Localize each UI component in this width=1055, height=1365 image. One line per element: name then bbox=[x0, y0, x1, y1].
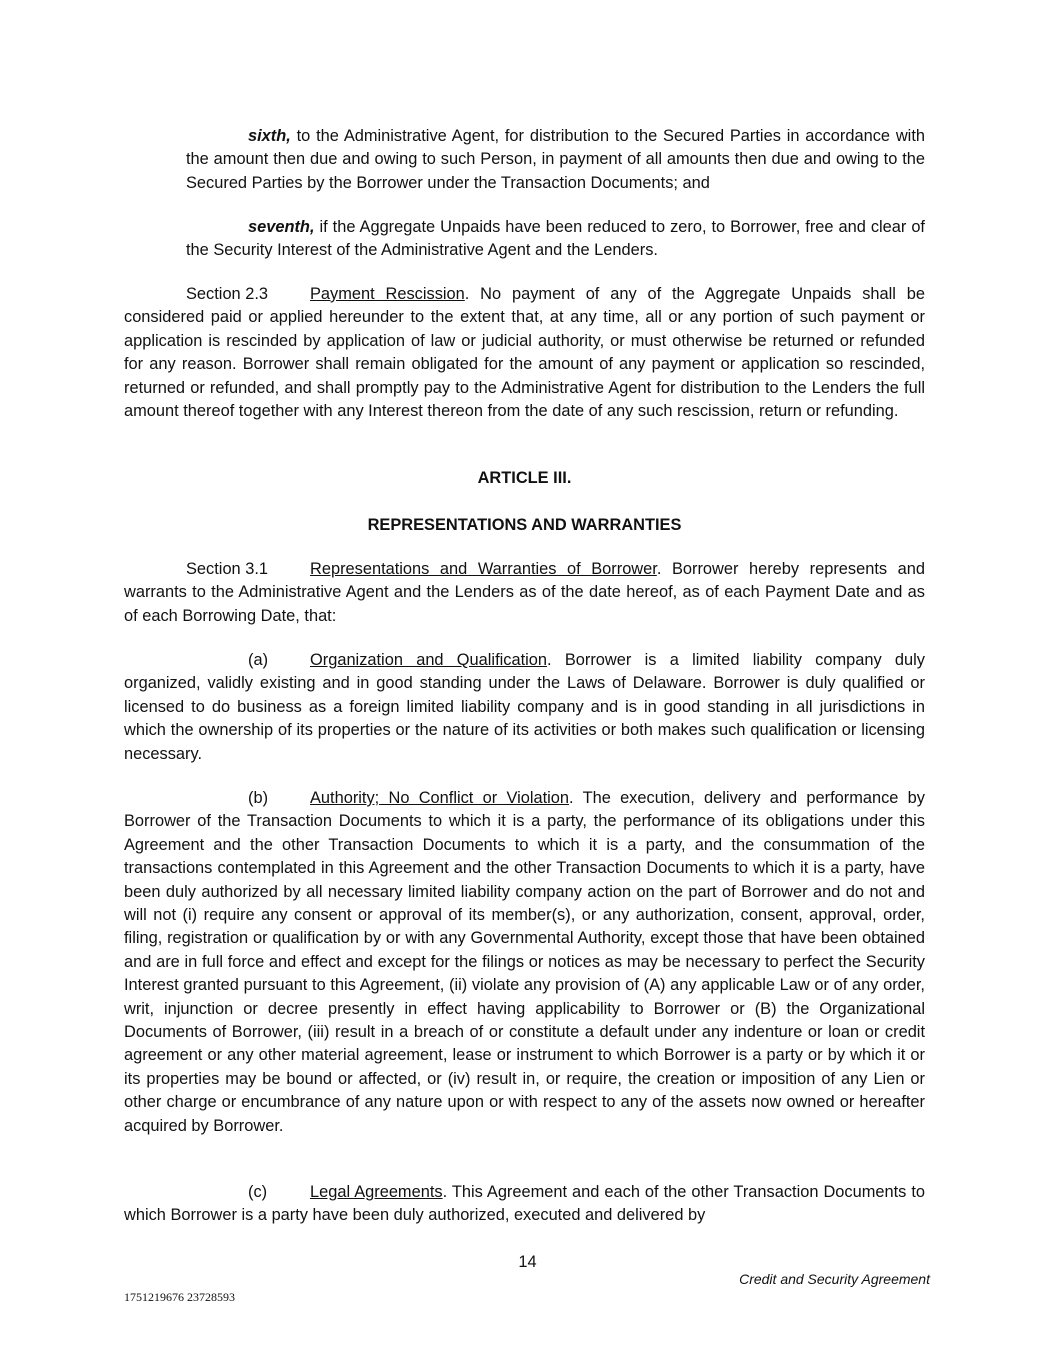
page-number: 14 bbox=[518, 1253, 537, 1271]
section-2-3-title: Payment Rescission bbox=[310, 285, 465, 303]
item-a-label: (a) bbox=[248, 651, 269, 669]
section-3-1-title: Representations and Warranties of Borrower bbox=[310, 560, 657, 578]
item-c-title: Legal Agreements bbox=[310, 1183, 443, 1201]
section-2-3-text: . No payment of any of the Aggregate Unpaids shall be considered paid or applied hereunder to the extent that, at any time, all or any portion of such payment or application is rescinded by application of law or judicial authority, or must otherwise be returned or refunded for any reason. Borrower shall remain obligated for the amount of any payment or application so rescinded, returned or refunded, and shall promptly pay to the Administrative Agent for distribution to the Lenders the full amount thereof together with any Interest thereon from the date of any such rescission, return or refunding. bbox=[124, 285, 925, 421]
item-b-text: . The execution, delivery and performance by Borrower of the Transaction Documents to which it is a party, the performance of its obligations under this Agreement and the other Transaction Documents to which it is a party, and the consummation of the transactions contemplated in this Agreement and the other Transaction Documents to which it is a party, have been duly authorized by all necessary limited liability company action on the part of Borrower and do not and will not (i) require any consent or approval of its member(s), or any authorization, consent, approval, order, filing, registration or qualification by or with any Governmental Authority, except those that have been obtained and are in full force and effect and except for the filings or notices as may be necessary to perfect the Security Interest granted pursuant to this Agreement, (ii) violate any provision of (A) any applicable Law or of any order, writ, injunction or decree presently in effect having applicability to Borrower or (B) the Organizational Documents of Borrower, (iii) result in a breach of or constitute a default under any indenture or loan or credit agreement or any other material agreement, lease or instrument to which Borrower is a party or by which it or its properties may be bound or affected, or (iv) result in, or require, the creation or imposition of any Lien or other charge or encumbrance of any nature upon or with respect to any of the assets now owned or hereafter acquired by Borrower. bbox=[124, 789, 925, 1135]
item-c-label: (c) bbox=[248, 1183, 268, 1201]
footer-document-title: Credit and Security Agreement bbox=[739, 1271, 930, 1287]
sixth-text: to the Administrative Agent, for distribution to the Secured Parties in accordance with the amount then due and owing to such Person, in payment of all amounts then due and owing to the Secured Parties by the Borrower under the Transaction Documents; and bbox=[186, 127, 925, 192]
footer-document-id: 1751219676 23728593 bbox=[124, 1290, 235, 1304]
article-title: REPRESENTATIONS AND WARRANTIES bbox=[367, 516, 682, 534]
item-b bbox=[124, 787, 925, 1138]
item-b-label: (b) bbox=[248, 789, 269, 807]
section-2-3-number: Section 2.3 bbox=[186, 285, 269, 303]
seventh-text: if the Aggregate Unpaids have been reduced to zero, to Borrower, free and clear of the Security Interest of the Administrative Agent and the Lenders. bbox=[186, 218, 925, 260]
paragraph-seventh bbox=[186, 216, 925, 263]
seventh-lead: seventh, bbox=[248, 218, 315, 236]
item-a bbox=[124, 649, 925, 766]
section-3-1 bbox=[124, 558, 925, 628]
item-c-text: . This Agreement and each of the other Transaction Documents to which Borrower is a party have been duly authorized, executed and delivered by bbox=[124, 1183, 925, 1225]
sixth-lead: sixth, bbox=[248, 127, 291, 145]
section-3-1-number: Section 3.1 bbox=[186, 560, 269, 578]
item-b-title: Authority; No Conflict or Violation bbox=[310, 789, 570, 807]
section-2-3 bbox=[124, 283, 925, 423]
item-c bbox=[124, 1181, 925, 1228]
paragraph-sixth bbox=[186, 125, 925, 195]
article-heading: ARTICLE III. bbox=[477, 469, 572, 487]
item-a-title: Organization and Qualification bbox=[310, 651, 548, 669]
section-3-1-text: . Borrower hereby represents and warrants to the Administrative Agent and the Lenders as of the date hereof, as of each Payment Date and as of each Borrowing Date, that: bbox=[124, 560, 925, 625]
item-a-text: . Borrower is a limited liability company duly organized, validly existing and in good standing under the Laws of Delaware. Borrower is duly qualified or licensed to do business as a foreign limited liability company and is in good standing in all jurisdictions in which the ownership of its properties or the nature of its activities or both makes such qualification or licensing necessary. bbox=[124, 651, 925, 763]
